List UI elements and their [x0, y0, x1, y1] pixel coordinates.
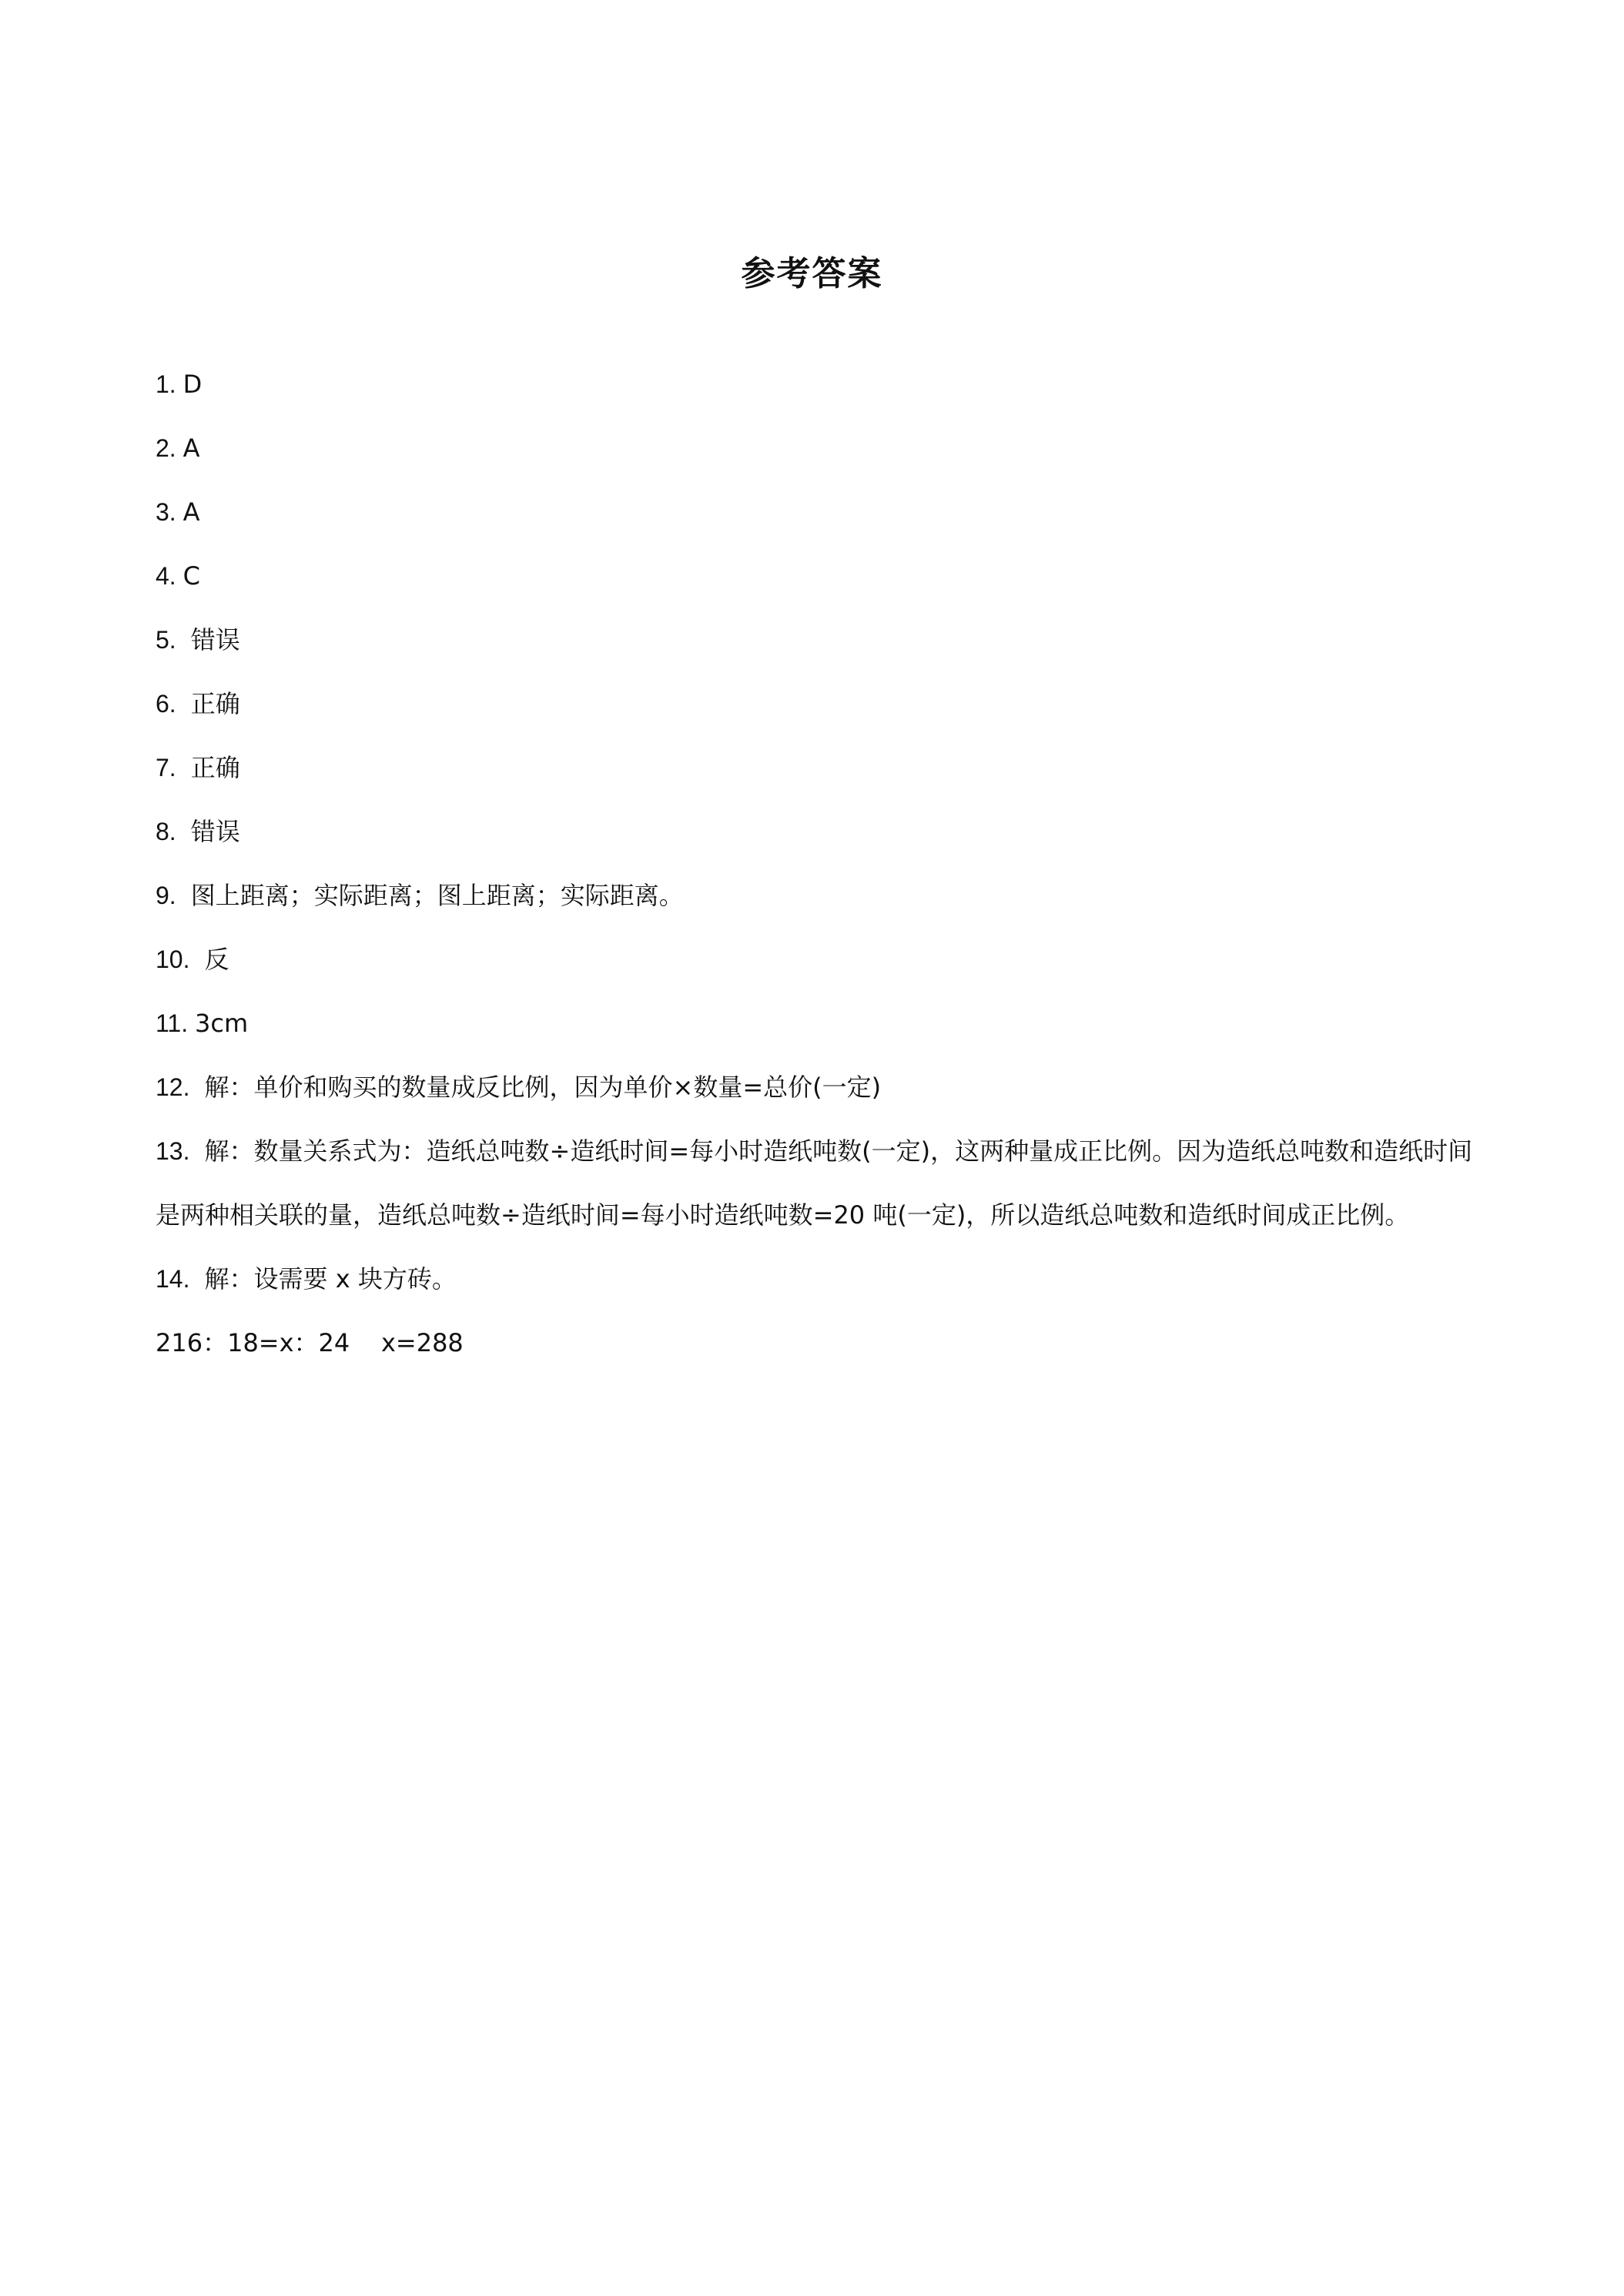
- answer-text: 正确: [182, 689, 240, 718]
- answer-item-6: [156, 672, 1480, 736]
- answer-number: 7.: [156, 754, 183, 782]
- answer-text: D: [182, 370, 203, 399]
- answer-number: 5.: [156, 626, 183, 654]
- answer-text: A: [182, 497, 200, 527]
- answer-item-10: [156, 928, 1480, 992]
- answer-item-5: [156, 608, 1480, 672]
- answer-list: [156, 353, 1480, 1375]
- answer-text: 错误: [182, 625, 240, 654]
- answer-number: 4.: [156, 562, 183, 590]
- answer-number: 13.: [156, 1137, 197, 1165]
- answer-item-8: [156, 800, 1480, 864]
- answer-number: 12.: [156, 1073, 197, 1101]
- answer-item-2: [156, 417, 1480, 480]
- answer-number: 8.: [156, 818, 183, 845]
- answer-text: 正确: [182, 753, 240, 782]
- answer-text: 解：数量关系式为：造纸总吨数÷造纸时间=每小时造纸吨数(一定)，这两种量成正比例。因为造纸总吨数和造纸时间是两种相关联的量，造纸总吨数÷造纸时间=每小时造纸吨数=20 吨(一定)，所以造纸总吨数和造纸时间成正比例。: [156, 1136, 1473, 1230]
- answer-number: 2.: [156, 434, 183, 462]
- answer-number: 9.: [156, 882, 183, 909]
- answer-item-12: [156, 1056, 1480, 1120]
- answer-text: 图上距离；实际距离；图上距离；实际距离。: [182, 881, 684, 910]
- answer-item-13: [156, 1120, 1480, 1247]
- answer-item-1: [156, 353, 1480, 417]
- answer-number: 11.: [156, 1009, 195, 1037]
- answer-text: 解：单价和购买的数量成反比例，因为单价×数量=总价(一定): [196, 1073, 882, 1102]
- answer-item-14: [156, 1247, 1480, 1311]
- answer-number: 10.: [156, 946, 197, 973]
- answer-text: 错误: [182, 817, 240, 846]
- answer-number: 1.: [156, 370, 183, 398]
- answer-number: 14.: [156, 1265, 197, 1293]
- answer-item-9: [156, 864, 1480, 928]
- answer-item-7: [156, 736, 1480, 800]
- answer-equation: 216：18=x：24 x=288: [156, 1328, 464, 1357]
- answer-number: 6.: [156, 690, 183, 718]
- answer-item-11: [156, 992, 1480, 1056]
- answer-text: A: [182, 433, 200, 463]
- answer-text: 3cm: [195, 1009, 249, 1038]
- answer-item-3: [156, 480, 1480, 544]
- answer-number: 3.: [156, 498, 183, 526]
- answer-text: 解：设需要 x 块方砖。: [196, 1264, 457, 1294]
- answer-text: C: [182, 561, 200, 591]
- page-title: 参考答案: [741, 254, 883, 293]
- answer-item-14-equation: [156, 1311, 1480, 1375]
- answer-item-4: [156, 544, 1480, 608]
- answer-text: 反: [196, 945, 229, 974]
